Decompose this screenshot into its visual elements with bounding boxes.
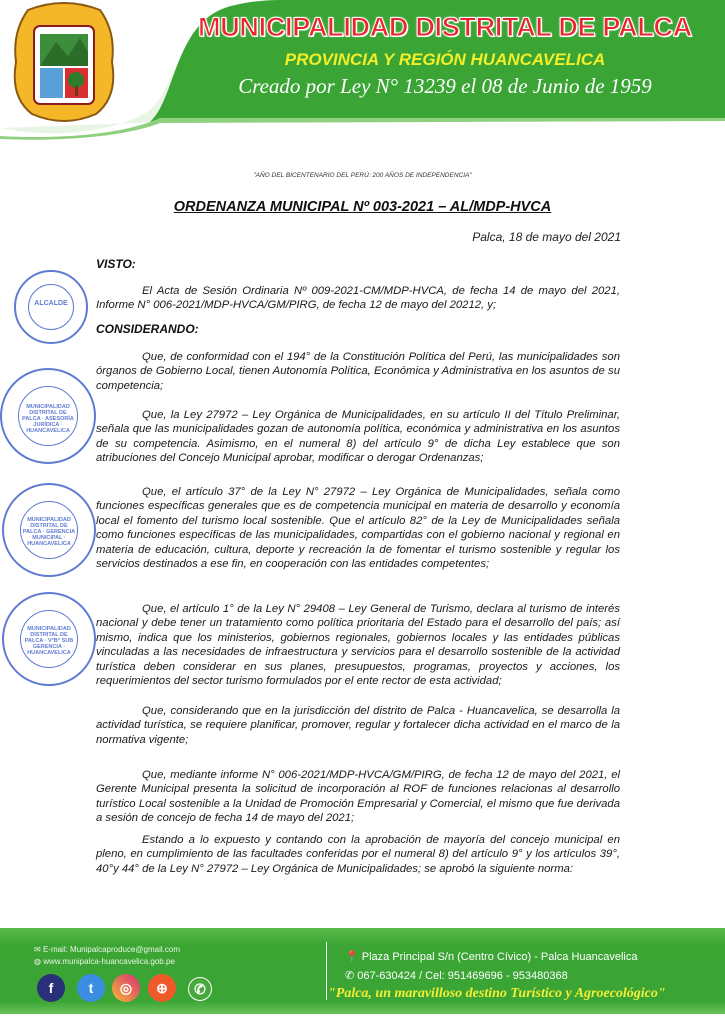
municipality-name: MUNICIPALIDAD DISTRITAL DE PALCA [198, 12, 692, 42]
document-date: Palca, 18 de mayo del 2021 [472, 230, 621, 244]
mayor-stamp: ALCALDE [14, 270, 88, 344]
ordinance-title: ORDENANZA MUNICIPAL Nº 003-2021 – AL/MDP-HVCA [173, 199, 552, 215]
footer-website: ◍ www.munipalca-huancavelica.gob.pe [34, 957, 175, 966]
footer-address [345, 950, 638, 963]
paragraph-7: Estando a lo expuesto y contando con la aprobación de mayoría del concejo municipal en pleno, en cumplimiento de las facultades conferidas por el numeral 8) del artículo 9° y los artículos 39°, 40°y 44° de la Ley N° 27972 – Ley Orgánica de Municipalidades; se aprobó la siguiente norma: [96, 834, 620, 875]
instagram-icon[interactable]: ◎ [112, 974, 140, 1002]
paragraph-3: Que, el artículo 37° de la Ley N° 27972 – Ley Orgánica de Municipalidades, señala como funciones específicas generales que es de competencia municipal en materia de desarrollo y economía local el fomento del turismo local sostenible. Que el artículo 82° de la Ley de Municipalidades señala como funciones específicas de las municipalidades, compartidas con el gobierno nacional y regional en materia de educación, cultura, deporte y recreación la de fomentar el turismo sostenible y regular los servicios destinados a ese fin, en cooperación con las entidades competentes; [96, 486, 620, 571]
considerando-heading: CONSIDERANDO: [96, 322, 199, 336]
footer-motto: "Palca, un maravilloso destino Turístico y Agroecológico" [328, 986, 666, 1001]
management-stamp: MUNICIPALIDAD DISTRITAL DE PALCA · GERENCIA MUNICIPAL · HUANCAVELICA [2, 483, 96, 577]
paragraph-2: Que, la Ley 27972 – Ley Orgánica de Municipalidades, en su artículo II del Título Preliminar, señala que las municipalidades gozan de autonomía política, económica y administrativa en los asuntos de su competencia. Asimismo, en el numeral 8) del artículo 9° de dicha Ley establece que son atribuciones del Concejo Municipal aprobar, modificar o derogar Ordenanzas; [96, 409, 620, 465]
letterhead-header [0, 0, 725, 140]
website-text: www.munipalca-huancavelica.gob.pe [43, 957, 175, 966]
phone-icon: ✆ [345, 970, 355, 982]
whatsapp-icon[interactable]: ✆ [188, 977, 212, 1001]
letterhead-footer [0, 928, 725, 1014]
legal-advisory-stamp: MUNICIPALIDAD DISTRITAL DE PALCA · ASESORÍA JURÍDICA · HUANCAVELICA [0, 368, 96, 464]
creation-law: Creado por Ley N° 13239 el 08 de Junio de 1959 [238, 74, 652, 98]
footer-divider [326, 942, 327, 1000]
paragraph-5: Que, considerando que en la jurisdicción del distrito de Palca - Huancavelica, se desarrolla la actividad turística, se requiere planificar, promover, regular y fortalecer dicha actividad en el marco de la normativa vigente; [96, 705, 620, 746]
facebook-icon[interactable]: f [37, 974, 65, 1002]
phones-text: 067-630424 / Cel: 951469696 - 953480368 [357, 970, 568, 982]
web-icon[interactable]: ⊕ [148, 974, 176, 1002]
email-text: E-mail: Munipalcaproduce@gmail.com [42, 945, 180, 954]
paragraph-6: Que, mediante informe N° 006-2021/MDP-HVCA/GM/PIRG, de fecha 12 de mayo del 2021, el Gerente Municipal presenta la solicitud de incorporación al ROF de funciones relacionas al desarrollo turístico Local sostenible a la Unidad de Promoción Empresarial y Comercial, el mismo que fue derivada a sesión de concejo de fecha 14 de mayo del 2021; [96, 769, 620, 825]
twitter-icon[interactable]: t [77, 974, 105, 1002]
location-pin-icon: 📍 [345, 951, 359, 963]
year-motto: "AÑO DEL BICENTENARIO DEL PERÚ: 200 AÑOS DE INDEPENDENCIA" [253, 172, 472, 179]
paragraph-1: Que, de conformidad con el 194° de la Constitución Política del Perú, las municipalidades son órganos de Gobierno Local, tienen Autonomía Política, Económica y Administrativa en los asuntos de su competencia; [96, 351, 620, 392]
footer-phones [345, 969, 568, 982]
province-region: PROVINCIA Y REGIÓN HUANCAVELICA [284, 50, 606, 69]
paragraph-4: Que, el artículo 1° de la Ley N° 29408 – Ley General de Turismo, declara al turismo de interés nacional y debe tener un tratamiento como política prioritaria del Estado para el desarrollo del país; así mismo, indica que los ministerios, gobiernos regionales, gobiernos locales y las entidades públicas vinculadas a las necesidades de infraestructura y servicios para el desarrollo sostenible de la actividad turística deben considerar en sus planes, presupuestos, programas, proyectos y acciones, los requerimientos del sector turismo formulados por el ente rector de esta actividad; [96, 603, 620, 688]
address-text: Plaza Principal S/n (Centro Cívico) - Palca Huancavelica [361, 951, 638, 963]
visto-paragraph: El Acta de Sesión Ordinaria Nº 009-2021-CM/MDP-HVCA, de fecha 14 de mayo del 2021, Informe N° 006-2021/MDP-HVCA/GM/PIRG, de fecha 12 de mayo del 20212, y; [96, 285, 620, 312]
municipal-coat-of-arms-logo [8, 2, 120, 124]
visto-heading: VISTO: [96, 257, 136, 271]
footer-email: ✉ E-mail: Munipalcaproduce@gmail.com [34, 945, 180, 954]
sub-management-stamp: MUNICIPALIDAD DISTRITAL DE PALCA · V°B° SUB GERENCIA · HUANCAVELICA [2, 592, 96, 686]
